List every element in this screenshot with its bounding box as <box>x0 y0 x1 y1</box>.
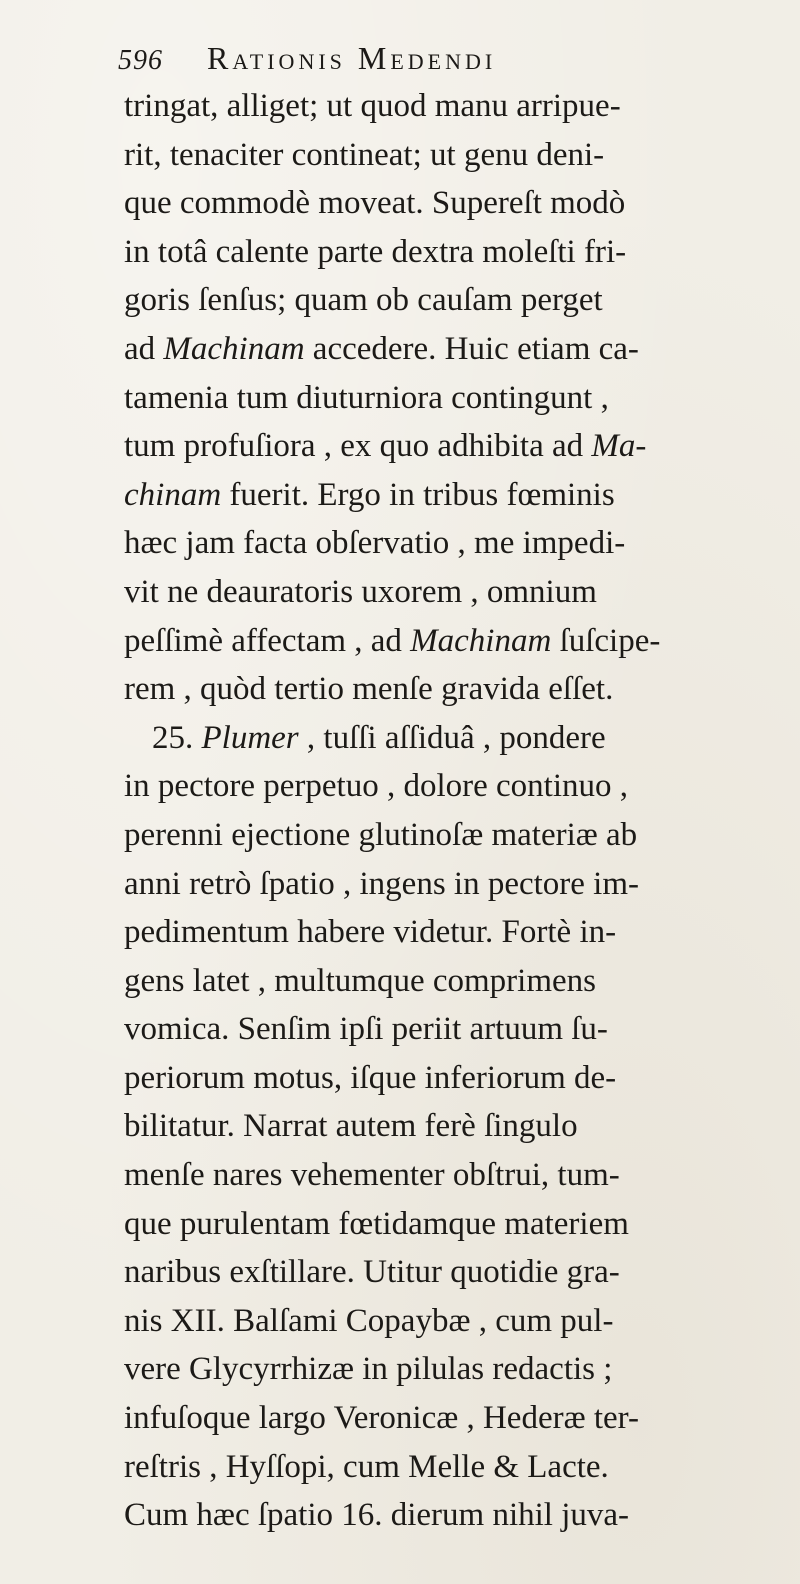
text-span: naribus exſtillare. Utitur quotidie gra- <box>124 1254 620 1291</box>
italic-text: Machinam <box>410 622 552 659</box>
text-span: accedere. Huic etiam ca- <box>304 330 639 367</box>
text-line <box>124 1151 792 1200</box>
text-line <box>124 811 792 860</box>
text-span: vomica. Senſim ipſi periit artuum ſu- <box>124 1011 608 1048</box>
page-number: 596 <box>118 45 163 76</box>
text-span: bilitatur. Narrat autem ferè ſingulo <box>124 1108 578 1145</box>
text-span: que purulentam fœtidamque materiem <box>124 1205 629 1242</box>
text-span: tum profuſiora , ex quo adhibita ad <box>124 428 592 465</box>
text-span: 25. <box>152 719 202 756</box>
text-line <box>124 276 792 325</box>
text-line <box>124 1054 792 1103</box>
italic-text: Ma- <box>591 428 647 465</box>
italic-text: Plumer <box>201 719 299 756</box>
text-span: in totâ calente parte dextra moleſti fri- <box>124 233 627 270</box>
text-span: vit ne deauratoris uxorem , omnium <box>124 573 597 610</box>
text-line <box>124 665 792 714</box>
text-span: infuſoque largo Veronicæ , Hederæ ter- <box>124 1400 639 1437</box>
text-span: anni retrò ſpatio , ingens in pectore im- <box>124 865 640 902</box>
italic-text: Machinam <box>163 330 305 367</box>
text-line <box>124 1491 792 1540</box>
text-span: ſuſcipe- <box>551 622 661 659</box>
text-span: reſtris , Hyſſopi, cum Melle & Lacte. <box>124 1448 609 1485</box>
text-span: menſe nares vehementer obſtrui, tum- <box>124 1157 620 1194</box>
text-span: perenni ejectione glutinoſæ materiæ ab <box>124 816 638 853</box>
text-span: gens latet , multumque comprimens <box>124 962 596 999</box>
text-line <box>124 325 792 374</box>
text-line <box>124 1345 792 1394</box>
text-line <box>124 908 792 957</box>
text-line <box>124 860 792 909</box>
italic-text: chinam <box>124 476 222 513</box>
text-line <box>124 179 792 228</box>
text-line <box>124 471 792 520</box>
text-span: rem , quòd tertio menſe gravida eſſet. <box>124 671 614 708</box>
text-span: peſſimè affectam , ad <box>124 622 411 659</box>
text-line <box>124 1005 792 1054</box>
text-line <box>124 519 792 568</box>
text-line <box>124 957 792 1006</box>
text-span: fuerit. Ergo in tribus fœminis <box>221 476 615 513</box>
text-span: vere Glycyrrhizæ in pilulas redactis ; <box>124 1351 613 1388</box>
text-span: periorum motus, iſque inferiorum de- <box>124 1059 617 1096</box>
text-span: pedimentum habere videtur. Fortè in- <box>124 914 617 951</box>
text-line <box>124 1102 792 1151</box>
text-line <box>124 1248 792 1297</box>
text-span: Cum hæc ſpatio 16. dierum nihil juva- <box>124 1497 630 1534</box>
text-line <box>124 422 792 471</box>
text-line <box>124 131 792 180</box>
text-line <box>124 1297 792 1346</box>
text-line <box>124 1394 792 1443</box>
running-title: Rationis Medendi <box>207 40 497 76</box>
text-span: hæc jam facta obſervatio , me impedi- <box>124 525 626 562</box>
text-line <box>124 762 792 811</box>
text-line <box>124 374 792 423</box>
page-header <box>118 40 678 84</box>
text-line <box>124 1443 792 1492</box>
text-span: tamenia tum diuturniora contingunt , <box>124 379 609 416</box>
text-span: nis XII. Balſami Copaybæ , cum pul- <box>124 1302 614 1339</box>
text-span: tringat, alliget; ut quod manu arripue- <box>124 88 621 124</box>
text-line <box>124 568 792 617</box>
body-text <box>124 82 792 1540</box>
text-span: in pectore perpetuo , dolore continuo , <box>124 768 629 805</box>
text-line <box>124 617 792 666</box>
text-line <box>124 1200 792 1249</box>
text-span: ad <box>124 330 164 367</box>
text-line <box>124 714 792 763</box>
text-line <box>124 82 792 131</box>
text-span: que commodè moveat. Supereſt modò <box>124 185 626 222</box>
text-line <box>124 228 792 277</box>
text-span: rit, tenaciter contineat; ut genu deni- <box>124 136 605 173</box>
text-span: , tuſſi aſſiduâ , pondere <box>298 719 606 756</box>
text-span: goris ſenſus; quam ob cauſam perget <box>124 282 603 319</box>
